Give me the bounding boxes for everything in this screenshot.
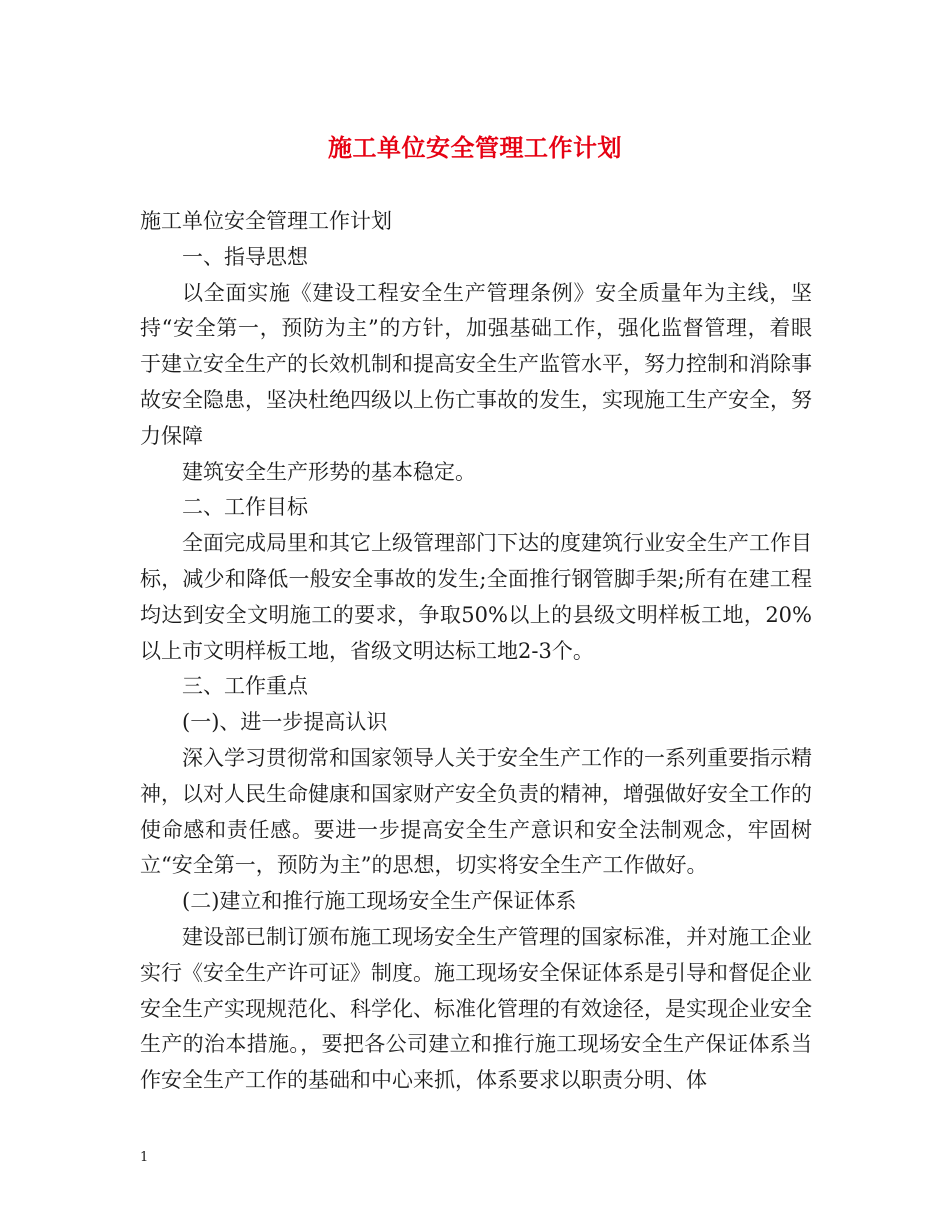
section-heading-1: 一、指导思想 [182,244,308,269]
document-body [140,204,812,1099]
paragraph-heading: 施工单位安全管理工作计划 [140,209,392,233]
section-heading-2: 二、工作目标 [182,495,308,520]
paragraph: 建设部已制订颁布施工现场安全生产管理的国家标准，并对施工企业实行《安全生产许可证》制度。施工现场安全保证体系是引导和督促企业安全生产实现规范化、科学化、标准化管理的有效途径，是实现企业安全生产的治本措施。，要把各公司建立和推行施工现场安全生产保证体系当作安全生产工作的基础和中心来抓，体系要求以职责分明、体 [140,924,812,1093]
paragraph: 全面完成局里和其它上级管理部门下达的度建筑行业安全生产工作目标，减少和降低一般安全事故的发生;全面推行钢管脚手架;所有在建工程均达到安全文明施工的要求，争取50%以上的县级文明样板工地，20%以上市文明样板工地，省级文明达标工地2-3个。 [140,531,812,663]
paragraph: 建筑安全生产形势的基本稳定。 [182,459,476,484]
paragraph: 深入学习贯彻常和国家领导人关于安全生产工作的一系列重要指示精神，以对人民生命健康和国家财产安全负责的精神，增强做好安全工作的使命感和责任感。要进一步提高安全生产意识和安全法制观念，牢固树立“安全第一，预防为主”的思想，切实将安全生产工作做好。 [140,745,812,878]
subsection-heading-1: (一)、进一步提高认识 [182,710,388,735]
subsection-heading-2: (二)建立和推行施工现场安全生产保证体系 [182,889,577,914]
section-heading-3: 三、工作重点 [182,674,308,699]
page-number: 1 [140,1150,149,1165]
paragraph: 以全面实施《建设工程安全生产管理条例》安全质量年为主线，坚持“安全第一，预防为主”的方针，加强基础工作，强化监督管理，着眼于建立安全生产的长效机制和提高安全生产监管水平，努力控制和消除事故安全隐患，坚决杜绝四级以上伤亡事故的发生，实现施工生产安全，努力保障 [140,280,812,448]
document-title: 施工单位安全管理工作计划 [328,133,622,162]
